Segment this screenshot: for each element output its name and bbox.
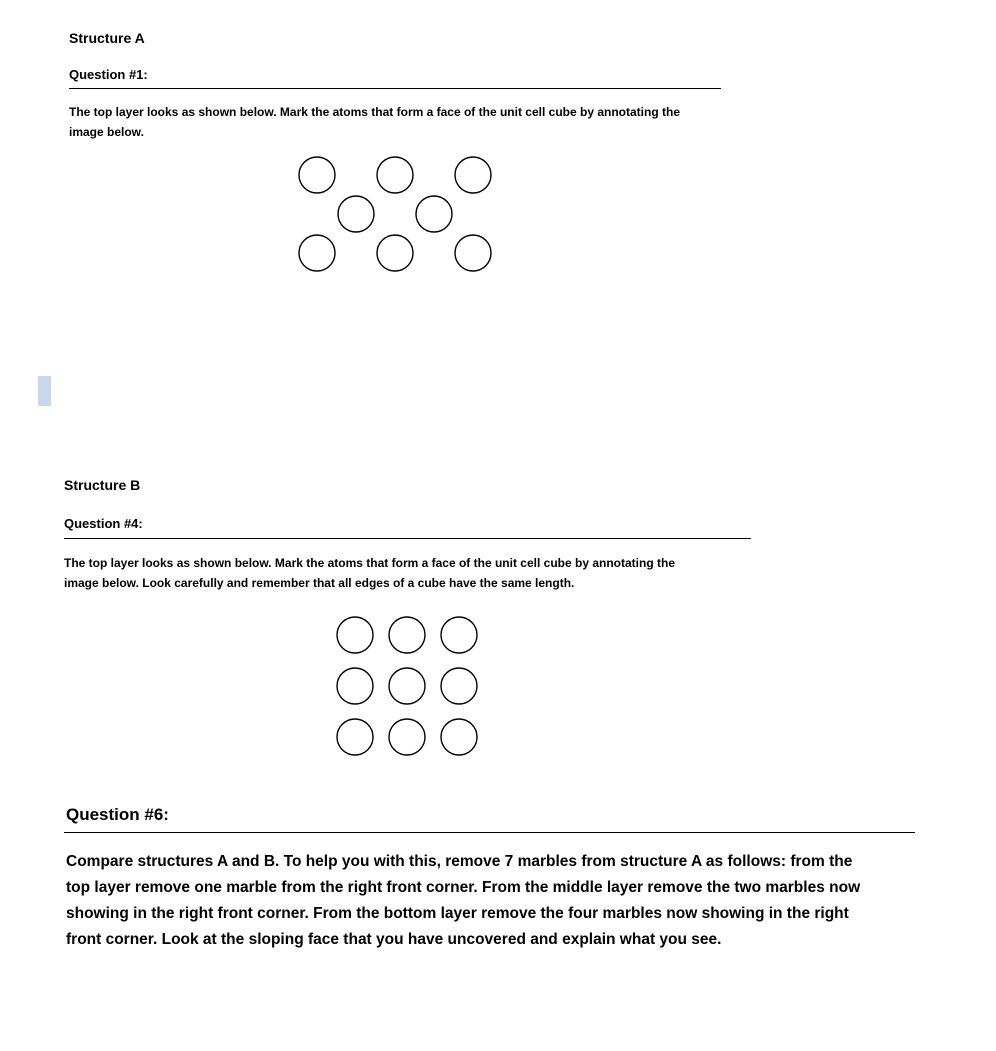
structure-a-atom[interactable] [299, 235, 335, 271]
structure-a-atom[interactable] [455, 235, 491, 271]
structure-a-atom[interactable] [299, 157, 335, 193]
margin-marker [38, 376, 51, 406]
question-1-instructions-line-2: image below. [69, 125, 144, 139]
question-4-instructions-line-2: image below. Look carefully and remember that all edges of a cube have the same length. [64, 576, 575, 590]
structure-b-title: Structure B [64, 477, 141, 493]
question-4-instructions-line-1: The top layer looks as shown below. Mark the atoms that form a face of the unit cell cube by annotating the [64, 556, 675, 570]
question-1-divider [69, 88, 721, 89]
structure-b-atom[interactable] [389, 719, 425, 755]
question-6-line-2: top layer remove one marble from the right front corner. From the middle layer remove the two marbles now [66, 879, 861, 896]
structure-a-top-layer-diagram [290, 148, 500, 278]
structure-a-atom[interactable] [377, 157, 413, 193]
question-6-text [66, 849, 936, 953]
structure-a-atom[interactable] [338, 196, 374, 232]
structure-b-atom[interactable] [441, 617, 477, 653]
question-6-line-4: front corner. Look at the sloping face that you have uncovered and explain what you see. [66, 931, 722, 948]
question-6-divider [64, 832, 915, 833]
structure-b-atom[interactable] [337, 668, 373, 704]
structure-b-atom[interactable] [389, 617, 425, 653]
structure-b-atom[interactable] [389, 668, 425, 704]
structure-a-atom[interactable] [416, 196, 452, 232]
structure-a-atom[interactable] [377, 235, 413, 271]
structure-b-atom[interactable] [441, 719, 477, 755]
question-6-label: Question #6: [66, 805, 169, 824]
structure-b-atom[interactable] [441, 668, 477, 704]
question-4-divider [64, 538, 751, 539]
question-4-label: Question #4: [64, 516, 143, 531]
question-1-label: Question #1: [69, 67, 148, 82]
structure-b-atom[interactable] [337, 617, 373, 653]
question-1-instructions-line-1: The top layer looks as shown below. Mark the atoms that form a face of the unit cell cube by annotating the [69, 105, 680, 119]
question-1-instructions [69, 102, 769, 142]
structure-a-title: Structure A [69, 30, 145, 46]
structure-a-atom[interactable] [455, 157, 491, 193]
question-6-line-1: Compare structures A and B. To help you with this, remove 7 marbles from structure A as follows: from the [66, 853, 853, 870]
structure-b-atom[interactable] [337, 719, 373, 755]
question-4-instructions [64, 553, 784, 593]
structure-b-top-layer-diagram [334, 615, 484, 760]
question-6-line-3: showing in the right front corner. From the bottom layer remove the four marbles now showing in the right [66, 905, 849, 922]
